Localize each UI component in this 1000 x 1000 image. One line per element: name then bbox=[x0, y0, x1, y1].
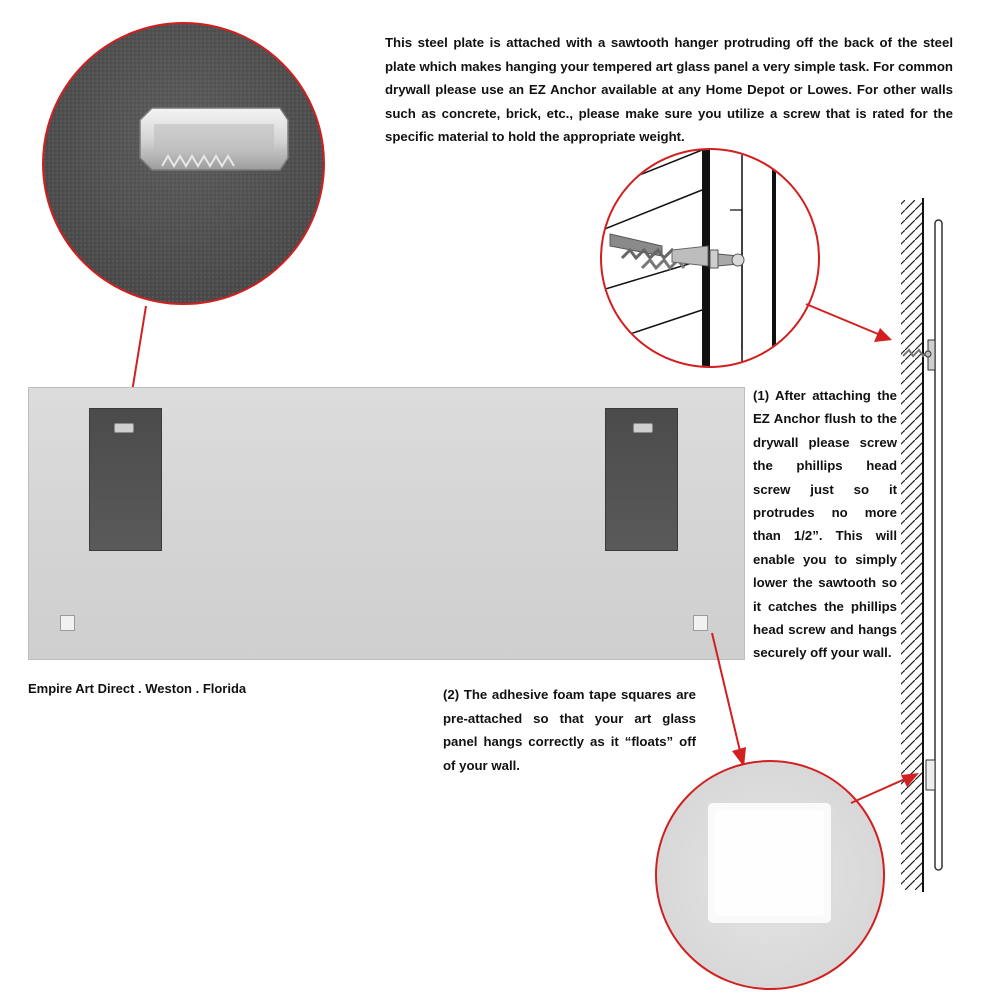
drywall-anchor-screw-icon bbox=[600, 148, 820, 368]
sawtooth-hanger-closeup-icon bbox=[42, 22, 325, 305]
glass-panel-back bbox=[28, 387, 745, 660]
brand-location-caption: Empire Art Direct . Weston . Florida bbox=[28, 681, 247, 696]
pointer-arrow-to-foam-closeup bbox=[700, 625, 760, 775]
step-2-instructions: (2) The adhesive foam tape squares are pre-attached so that your art glass panel hangs correctly as it “floats” off of your wall. bbox=[443, 687, 696, 773]
foam-square-left bbox=[60, 615, 75, 631]
sawtooth-hanger-right bbox=[633, 423, 653, 433]
intro-description: This steel plate is attached with a sawtooth hanger protruding off the back of the steel plate which makes hanging your tempered art glass panel a very simple task. For common drywall please use an EZ Anchor available at any Home Depot or Lowes. For other walls such as concrete, brick, etc., please make sure you utilize a screw that is rated for the specific material to hold the appropriate weight. bbox=[385, 35, 953, 144]
pointer-arrow-to-wall-foam bbox=[845, 765, 925, 810]
pointer-arrow-to-wall-screw bbox=[800, 290, 910, 350]
step-1-instructions: (1) After attaching the EZ Anchor flush to the drywall please screw the phillips head screw just so it protrudes no more than 1/2”. This will enable you to simply lower the sawtooth so it catches the phillips head screw and hangs securely off your wall. bbox=[753, 388, 897, 661]
sawtooth-hanger-left bbox=[114, 423, 134, 433]
